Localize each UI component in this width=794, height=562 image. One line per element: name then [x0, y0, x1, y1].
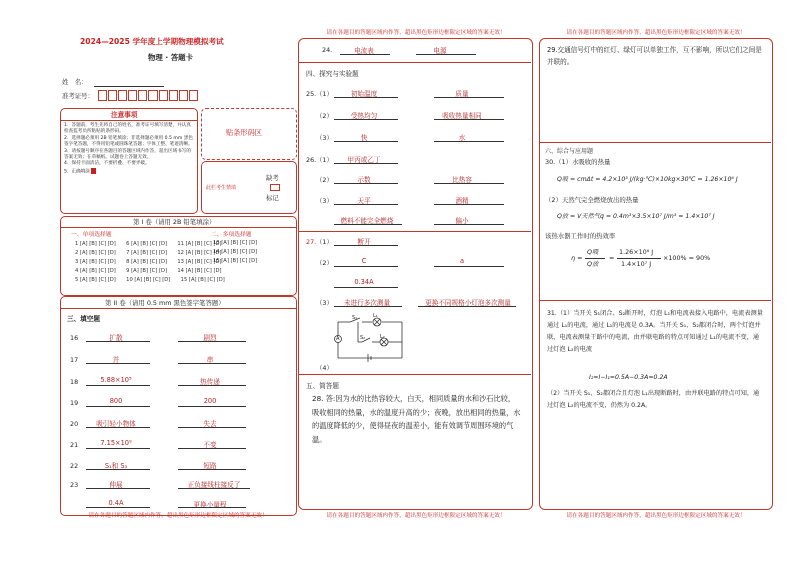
- answer-text: 甲丙或乙丁: [347, 156, 381, 164]
- multi-choice-title: 二、多项选择题: [211, 232, 252, 238]
- exam-title: 2024—2025 学年度上学期物理模拟考试: [80, 37, 224, 46]
- question-number: 23: [70, 481, 79, 489]
- card-subtitle: 物理 · 答题卡: [148, 53, 193, 62]
- answer-text: 更换小量程: [193, 501, 227, 509]
- sub-question: （2）: [316, 259, 333, 267]
- q29-answer: 29.交通信号灯中的红灯、绿灯可以单独工作，互不影响，所以它们之间是并联的。: [547, 46, 762, 66]
- answer-text: 电流表: [354, 47, 374, 55]
- question-number: 17: [70, 356, 79, 364]
- answer-text: S₁和 S₃: [104, 462, 128, 470]
- mc-row[interactable]: 1 [A] [B] [C] [D] 6 [A] [B] [C] [D] 11 [A] [B] [C] [D]: [75, 241, 222, 247]
- column-3: [539, 0, 773, 562]
- column-2-footer-note: 请在各题目的答题区域内作答，超出黑色矩形边框限定区域的答案无效！: [326, 513, 506, 519]
- question-number: 27.: [306, 238, 317, 246]
- answer-text: 水: [458, 134, 466, 142]
- question-number: 18: [70, 378, 79, 386]
- question-number: 25.: [306, 90, 317, 98]
- answer-text: 正负接线柱接反了: [187, 481, 241, 489]
- absent-note: 此栏考生禁填: [206, 185, 237, 191]
- id-label: 准考证号：: [62, 92, 94, 100]
- q30-equation-1: Q吸 = cmΔt = 4.2×10³ J/(kg·℃)×10kg×30℃ = 1.26×10⁶ J: [557, 176, 738, 183]
- sub-question: （1）: [316, 90, 333, 98]
- answer-text: 未进行多次测量: [343, 299, 391, 307]
- notice-item: 1．答题前，考生先将自己的姓名，准考证号填写清楚，并认真检查监考员所粘贴的条形码。: [64, 123, 191, 135]
- answer-text: 酒精: [455, 197, 469, 205]
- sub-question: （1）: [316, 238, 333, 246]
- answer-text: C: [361, 257, 367, 265]
- answer-text: 短路: [203, 462, 217, 470]
- answer-text: 5.88×10⁵: [100, 376, 132, 384]
- mc-row[interactable]: 14 [A] [B] [C] [D]: [213, 249, 258, 255]
- answer-text: 热传递: [200, 378, 220, 386]
- sub-question: （4）: [316, 364, 333, 372]
- mc-row[interactable]: 2 [A] [B] [C] [D] 7 [A] [B] [C] [D] 12 [A] [B] [C] [D]: [75, 250, 222, 256]
- question-number: 22: [70, 462, 79, 470]
- column-3-footer-note: 请在各题目的答题区域内作答，超出黑色矩形边框限定区域的答案无效！: [566, 513, 746, 519]
- part1-title: 第 I 卷（请用 2B 铅笔填涂）: [133, 218, 216, 226]
- q30-efficiency-formula: η = Q吸 Q放 = 1.26×10⁶ J 1.4×10⁷ J ×100% = 90%: [571, 248, 711, 268]
- q28-answer: 28. 答:因为水的比热容较大，白天，相同质量的水和沙石比较，吸收相同的热量，水的温度升高的少；夜晚，放出相同的热量，水的温度降低的少，使得昼夜的温差小，能有效调节周围环境的气温。: [312, 394, 521, 444]
- question-number: 16: [70, 334, 79, 342]
- answer-text: 初始温度: [350, 90, 378, 98]
- answer-text: 受热均匀: [350, 112, 378, 120]
- answer-text: a: [459, 257, 465, 265]
- short-answer-section-title: 五、简答题: [306, 382, 339, 390]
- answer-text: 燃料不能完全燃烧: [340, 217, 394, 225]
- answer-text: 7.15×10⁹: [100, 439, 132, 447]
- experiment-section-title: 四、探究与实验题: [306, 70, 359, 78]
- sub-question: （2）: [316, 112, 333, 120]
- absent-label: 缺考: [266, 174, 279, 182]
- circuit-label: S₂: [360, 335, 366, 341]
- single-choice-title: 一、单项选择题: [71, 232, 112, 238]
- notice-item: 4．保持卡面清洁，不要折叠、不要弄破。: [64, 161, 150, 167]
- application-section-title: 六、综合与应用题: [545, 148, 594, 155]
- part2-title: 第 II 卷（请用 0.5 mm 黑色签字笔答题）: [105, 299, 225, 307]
- answer-text: 更换不同规格小灯泡多次测量: [425, 299, 511, 307]
- question-number: 20: [70, 420, 79, 428]
- answer-text: 串: [206, 356, 214, 364]
- column-3-header-note: 请在各题目的答题区域内作答，超出黑色矩形边框限定区域的答案无效！: [566, 30, 746, 36]
- answer-text: 比热容: [452, 176, 472, 184]
- notice-item: 3．请按题号顺序在各题目的答题区域内作答，超出区域书写的答案无效；在草稿纸、试题卷上答题无效。: [64, 148, 191, 161]
- q30-part1: 30.（1）水吸收的热量: [545, 158, 611, 166]
- absent-mark: 标记: [266, 194, 279, 202]
- q30-part3: 该热水器工作时的热效率: [545, 232, 616, 240]
- notice-item: 5．正确填涂: [64, 169, 90, 175]
- answer-text: 示数: [357, 176, 371, 184]
- answer-text: 天平: [357, 197, 371, 205]
- answer-text: 200: [203, 397, 217, 405]
- question-number: 21: [70, 441, 79, 449]
- answer-text: 质量: [455, 90, 469, 98]
- column-1-footer-note: 请在各题目的答题区域内作答，超出黑色矩形边框限定区域的答案无效！: [88, 513, 268, 519]
- answer-text: 800: [109, 397, 123, 405]
- q30-equation-2: Q放 = V天然气q = 0.4m³×3.5×10⁷ J/m³ = 1.4×10⁷ J: [557, 213, 715, 220]
- column-2: [298, 0, 533, 562]
- answer-text: 断开: [357, 238, 371, 246]
- sub-question: （3）: [316, 299, 333, 307]
- answer-text: 失去: [203, 420, 217, 428]
- question-number: 26.: [306, 156, 317, 164]
- answer-text: 吸引轻小物体: [96, 420, 136, 428]
- circuit-label: S₁: [352, 315, 358, 321]
- circuit-label: L₁: [373, 313, 378, 319]
- answer-text: 偏小: [455, 217, 469, 225]
- q30-part2: （2）天然气完全燃烧放出的热量: [545, 196, 639, 204]
- answer-text: 0.34A: [354, 278, 374, 286]
- barcode-label: 贴条形码区: [226, 128, 262, 137]
- fill-section-title: 三、填空题: [67, 315, 100, 323]
- answer-text: 快: [360, 134, 368, 142]
- sub-question: （2）: [316, 176, 333, 184]
- column-2-header-note: 请在各题目的答题区域内作答，超出黑色矩形边框限定区域的答案无效！: [326, 30, 506, 36]
- mc-row[interactable]: 4 [A] [B] [C] [D] 9 [A] [B] [C] [D] 14 [A] [B] [C] [D]: [75, 268, 222, 274]
- sub-question: （3）: [316, 134, 333, 142]
- name-label: 姓 名：: [62, 78, 88, 86]
- mc-row[interactable]: 13 [A] [B] [C] [D]: [213, 240, 258, 246]
- circuit-diagram: [328, 312, 408, 364]
- sub-question: （1）: [316, 156, 333, 164]
- answer-text: 吸收热量相同: [442, 112, 482, 120]
- q31-equation: I₂=I−I₁=0.5A−0.3A=0.2A: [589, 374, 668, 381]
- answer-text: 不变: [203, 441, 217, 449]
- answer-text: 伸展: [109, 481, 123, 489]
- q31-part2: （2）当开关 S₁、S₂都闭合且灯泡 L₁出现断路时，由并联电路的特点可知，通过灯泡 L₂的电流不变，仍然为 0.2A。: [547, 390, 760, 409]
- mc-row[interactable]: 5 [A] [B] [C] [D] 10 [A] [B] [C] [D] 15 [A] [B] [C] [D]: [75, 277, 225, 283]
- question-number: 19: [70, 399, 79, 407]
- ammeter-icon: A: [336, 336, 340, 342]
- answer-text: 并: [112, 356, 120, 364]
- notice-item: 2．选择题必须用 2B 铅笔填涂；非选择题必须用 0.5 mm 黑色签字笔答题，不得用铅笔或圆珠笔答题；字体工整、笔迹清晰。: [64, 135, 194, 148]
- sub-question: （3）: [316, 197, 333, 205]
- question-number: 24.: [322, 46, 333, 54]
- circuit-label: L₂: [380, 334, 385, 340]
- answer-text: 电源: [433, 47, 447, 55]
- mc-row[interactable]: 15 [A] [B] [C] [D]: [213, 258, 258, 264]
- answer-text: 剧烈: [203, 334, 217, 342]
- fill-rows: [60, 0, 297, 562]
- answer-text: 扩散: [109, 334, 123, 342]
- q31-part1: 31.（1）当开关 S₁闭合、S₂断开时，灯泡 L₁和电流表接入电路中，电流表测量通过 L₁的电流，通过 L₁的电流是 0.3A。当开关 S₁、S₂都闭合时，两个灯泡并联，电流表测量干路中的电流，由并联电路的特点可知通过 L₁的电流不变，通过灯泡 L₂的电流: [547, 310, 763, 353]
- mc-row[interactable]: 3 [A] [B] [C] [D] 8 [A] [B] [C] [D] 13 [A] [B] [C] [D]: [75, 259, 222, 265]
- answer-text: 0.4A: [108, 499, 124, 507]
- notice-title: 注意事项: [111, 111, 138, 119]
